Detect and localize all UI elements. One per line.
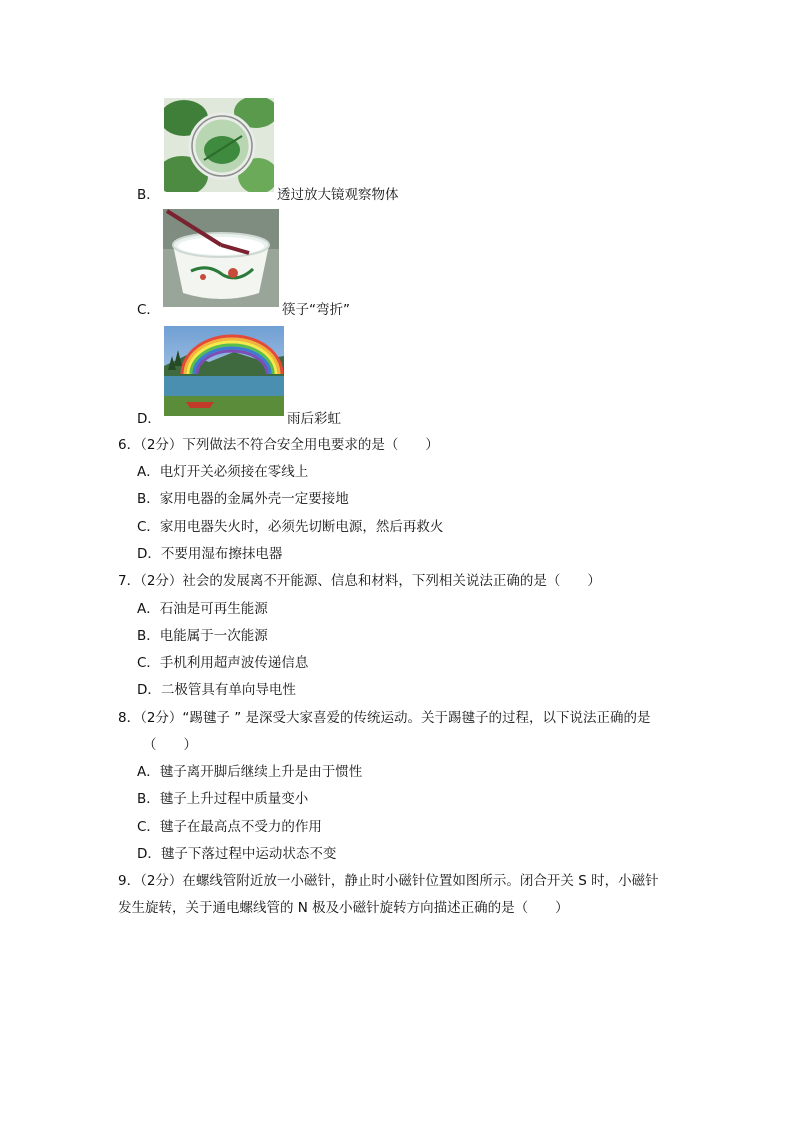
question-8-option-c: C．毽子在最高点不受力的作用 <box>137 819 322 835</box>
question-8-option-d: D．毽子下落过程中运动状态不变 <box>137 846 337 862</box>
question-8-option-a: A．毽子离开脚后继续上升是由于惯性 <box>137 764 363 780</box>
question-9-stem-continued: 发生旋转，关于通电螺线管的 N 极及小磁针旋转方向描述正确的是（ ） <box>118 900 569 916</box>
question-7-option-a: A．石油是可再生能源 <box>137 601 268 617</box>
question-6-option-c: C．家用电器失火时，必须先切断电源，然后再救火 <box>137 519 444 535</box>
magnifier-leaves-image <box>164 98 274 192</box>
option-b-letter: B． <box>137 187 160 203</box>
question-8-stem: 8．（2分）“踢毽子 ” 是深受大家喜爱的传统运动。关于踢毽子的过程，以下说法正确的是 <box>118 710 651 726</box>
question-7-option-c: C．手机利用超声波传递信息 <box>137 655 309 671</box>
question-6-stem: 6．（2分）下列做法不符合安全用电要求的是（ ） <box>118 437 439 453</box>
rainbow-lake-image <box>164 326 284 416</box>
option-c-caption: 筷子“弯折” <box>282 302 350 318</box>
chopstick-bowl-image <box>163 209 279 307</box>
question-6-option-d: D．不要用湿布擦抹电器 <box>137 546 283 562</box>
option-b-caption: 透过放大镜观察物体 <box>277 187 399 203</box>
question-6-option-b: B．家用电器的金属外壳一定要接地 <box>137 491 349 507</box>
option-d-letter: D． <box>137 411 161 427</box>
question-9-stem: 9．（2分）在螺线管附近放一小磁针，静止时小磁针位置如图所示。闭合开关 S 时，小磁针 <box>118 873 659 889</box>
question-7-stem: 7．（2分）社会的发展离不开能源、信息和材料，下列相关说法正确的是（ ） <box>118 573 601 589</box>
option-c-letter: C． <box>137 302 160 318</box>
question-8-option-b: B．毽子上升过程中质量变小 <box>137 791 309 807</box>
option-d-caption: 雨后彩虹 <box>287 411 341 427</box>
question-7-option-b: B．电能属于一次能源 <box>137 628 268 644</box>
question-7-option-d: D．二极管具有单向导电性 <box>137 682 296 698</box>
question-8-stem-continued: （ ） <box>143 737 197 753</box>
question-6-option-a: A．电灯开关必须接在零线上 <box>137 464 309 480</box>
